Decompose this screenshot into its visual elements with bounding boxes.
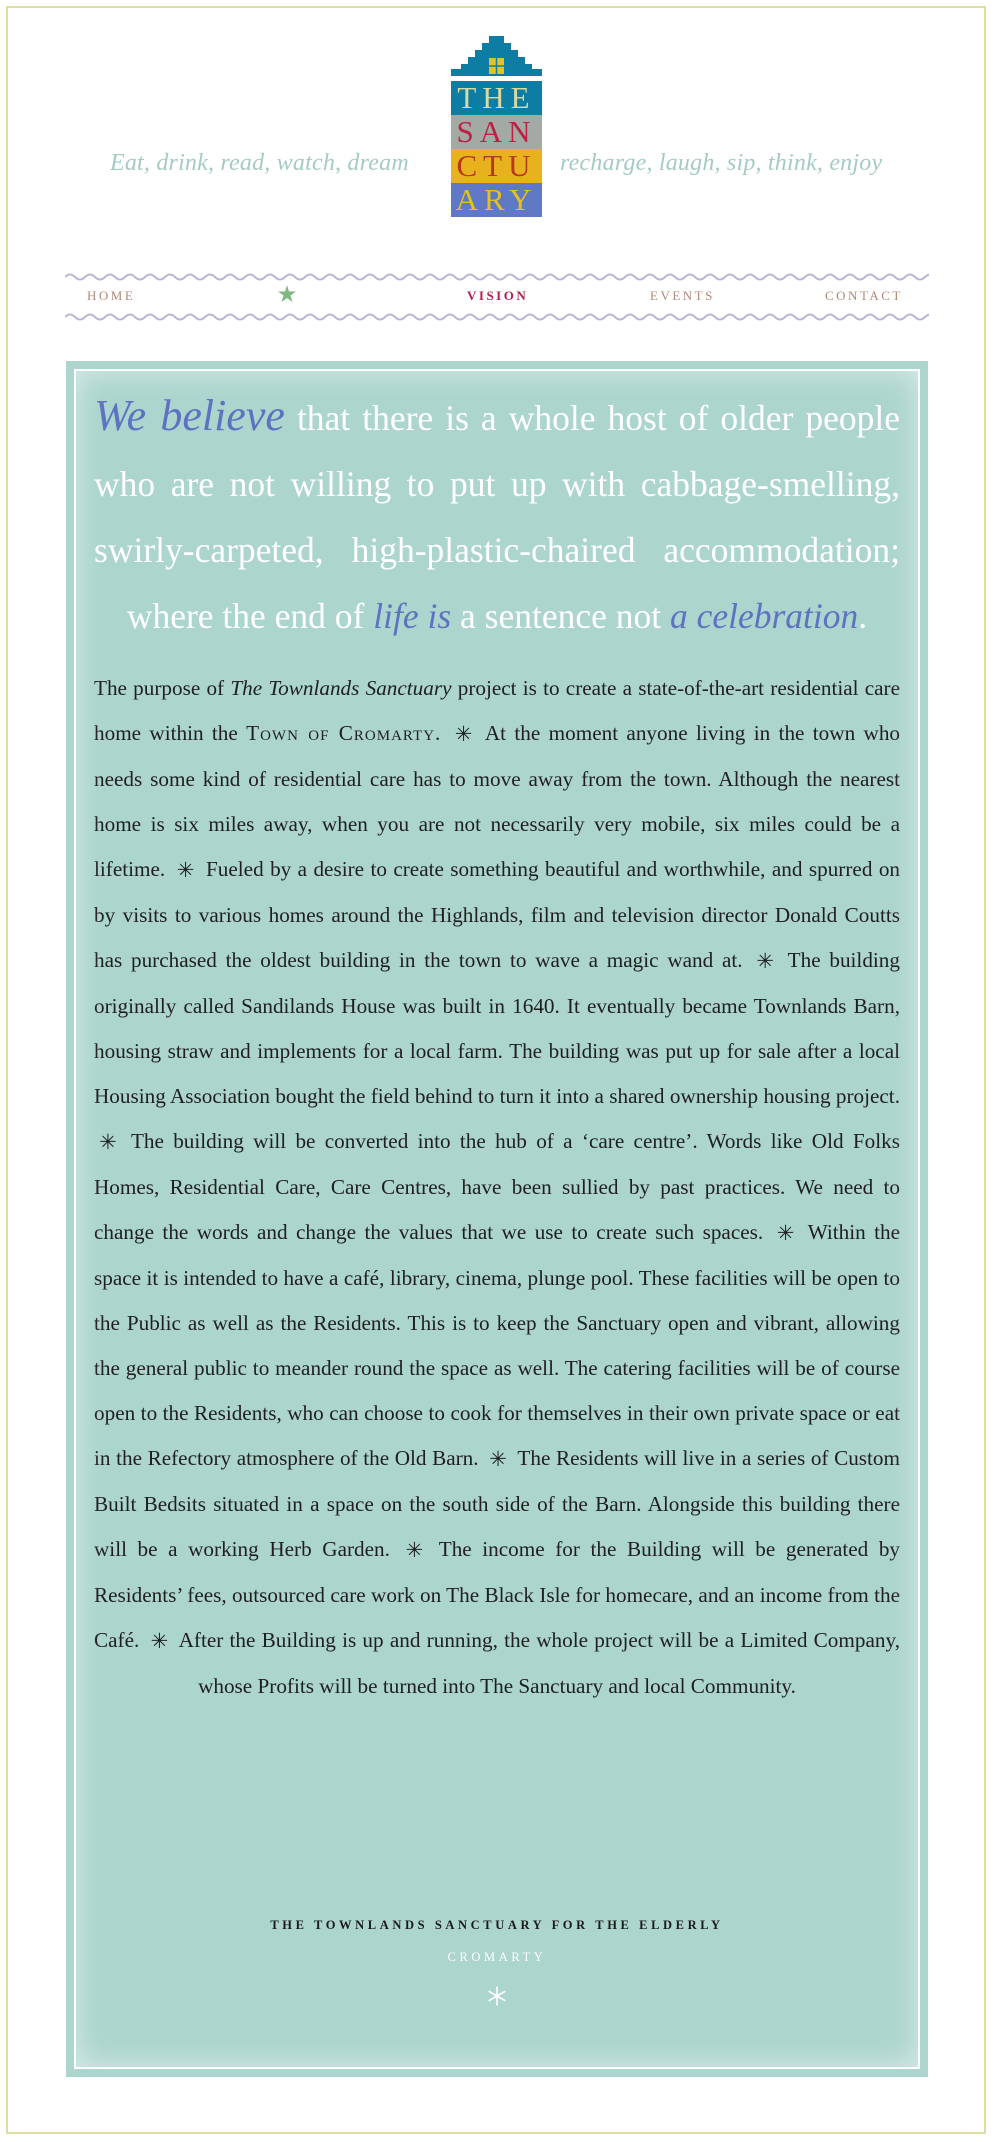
tagline-right: recharge, laugh, sip, think, enjoy — [560, 150, 883, 176]
snowflake-icon: ✳ — [99, 1130, 117, 1154]
house-roof-icon — [451, 36, 542, 76]
body-s8: The building will be converted into the hub of a ‘care centre’. Words like Old Folks Homes, Residential Care, Care Centres, have been sullied by past practices. We need to change the words and change the values that we use to create such spaces. — [94, 1129, 900, 1244]
snowflake-icon: ✳ — [489, 1447, 508, 1471]
logo-line-the: THE — [451, 81, 542, 115]
nav-home[interactable]: HOME — [87, 288, 136, 303]
nav-top-wave — [65, 272, 929, 282]
body-s7: The building originally called Sandilands House was built in 1640. It eventually became Townlands Barn, housing straw and implements for a local farm. The building was put up for sale after a local Housing Association bought the field behind to turn it into a shared ownership housing project. — [94, 948, 900, 1108]
body-s5: At the moment anyone living in the town who needs some kind of residential care has to move away from the town. Although the nearest home is six miles away, when you are not necessarily very mobile, six miles could be a lifetime. — [94, 721, 901, 881]
body-s12: After the Building is up and running, the whole project will be a Limited Company, whose Profits will be turned into The Sanctuary and local Community. — [178, 1628, 900, 1698]
snowflake-icon: ✳ — [405, 1538, 424, 1562]
snowflake-icon: ✳ — [776, 1221, 795, 1245]
snowflake-icon — [487, 1986, 507, 2006]
nav-vision[interactable]: VISION — [467, 288, 529, 303]
lead-period: . — [858, 596, 868, 636]
nav-bottom-wave — [65, 312, 929, 322]
logo-line-san: SAN — [451, 115, 542, 149]
star-icon — [277, 284, 297, 304]
body-s1: The purpose of — [94, 676, 225, 700]
lead-a-celebration: a celebration — [669, 596, 859, 636]
body-s11: The income for the Building will be generated by Residents’ fees, outsourced care work on The Black Isle for homecare, and an income from the Café. — [94, 1537, 901, 1652]
main-nav — [65, 288, 929, 308]
snowflake-icon: ✳ — [756, 949, 775, 973]
snowflake-icon: ✳ — [454, 722, 473, 746]
logo-line-ctu: CTU — [451, 149, 542, 183]
lead-we-believe: We believe — [94, 391, 285, 440]
lead-statement — [94, 383, 900, 649]
body-project-name: The Townlands Sanctuary — [230, 676, 452, 700]
logo-line-ary: ARY — [451, 183, 542, 217]
snowflake-icon: ✳ — [150, 1629, 169, 1653]
body-s3: project is to create a state-of-the-art residential care home within the — [94, 676, 901, 745]
tagline-left: Eat, drink, read, watch, dream — [110, 150, 409, 176]
nav-contact[interactable]: CONTACT — [825, 288, 903, 303]
lead-text-1: that there is a whole host of older people who are not willing to put up with cabbage-smelling, swirly-carpeted, high-plastic-chaired accommodation; where the end of — [94, 398, 900, 636]
body-s9: Within the space it is intended to have a café, library, cinema, plunge pool. These facilities will be open to the Public as well as the Residents. This is to keep the Sanctuary open and vibrant, allowing the general public to meander round the space as well. The catering facilities will be of course open to the Residents, who can choose to cook for themselves in their own private space or eat in the Refectory atmosphere of the Old Barn. — [94, 1220, 901, 1470]
footer-subtitle: CROMARTY — [447, 1950, 547, 1964]
sanctuary-logo[interactable] — [451, 36, 542, 217]
lead-life-is: life is — [373, 596, 452, 636]
snowflake-icon: ✳ — [176, 858, 195, 882]
nav-events[interactable]: EVENTS — [650, 288, 715, 303]
footer-title: THE TOWNLANDS SANCTUARY FOR THE ELDERLY — [270, 1918, 724, 1932]
lead-text-2: a sentence not — [460, 596, 662, 636]
vision-body — [94, 666, 900, 1709]
body-s10: The Residents will live in a series of Custom Built Bedsits situated in a space on the south side of the Barn. Alongside this building there will be a working Herb Garden. — [94, 1446, 901, 1561]
vision-panel — [66, 361, 928, 2077]
body-town-name: Town of Cromarty. — [246, 721, 442, 745]
body-s6: Fueled by a desire to create something beautiful and worthwhile, and spurred on by visits to various homes around the Highlands, film and television director Donald Coutts has purchased the oldest building in the town to wave a magic wand at. — [94, 857, 901, 972]
